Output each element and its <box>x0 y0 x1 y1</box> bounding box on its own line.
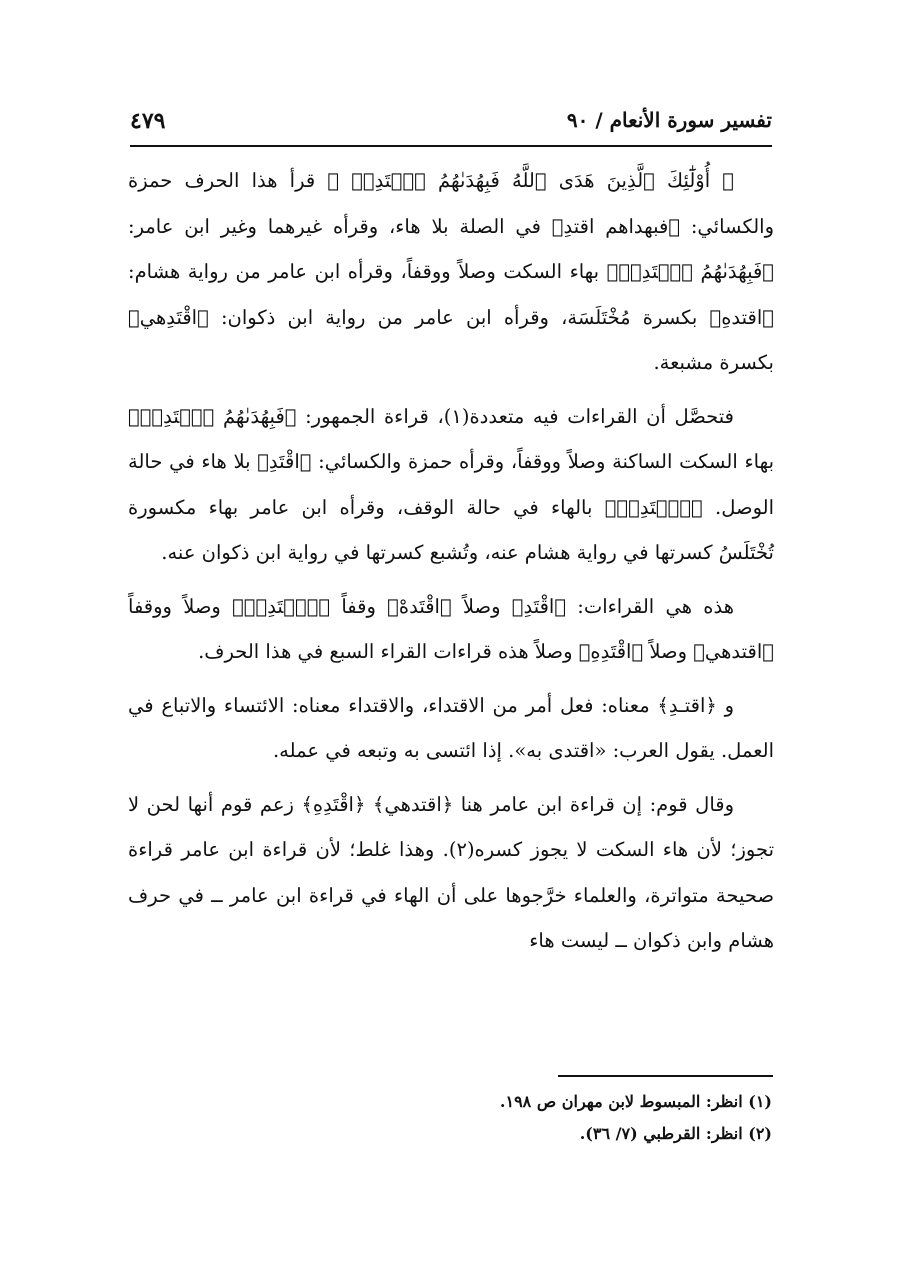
paragraph: و ﴿اقتـدِ﴾ معناه: فعل أمر من الاقتداء، والاقتداء معناه: الائتساء والاتباع في العمل. يقول العرب: «اقتدى به». إذا ائتسى به وتبعه في عمله. <box>128 693 774 762</box>
paragraph: وقال قوم: إن قراءة ابن عامر هنا ﴿اقتدهي﴾ ﴿اقْتَدِهِ﴾ زعم قوم أنها لحن لا تجوز؛ لأن هاء السكت لا يجوز كسره(٢). وهذا غلط؛ لأن قراءة ابن عامر قراءة صحيحة متواترة، والعلماء خرَّجوها على أن الهاء في قراءة ابن عامر ــ في حرف هشام وابن ذكوان ــ ليست هاء <box>128 792 774 952</box>
body-text <box>128 158 774 972</box>
page-number: ٤٧٩ <box>130 108 166 134</box>
footnotes <box>300 1086 772 1150</box>
paragraph: فتحصَّل أن القراءات فيه متعددة(١)، قراءة الجمهور: ﴿فَبِهُدَىٰهُمُ ٱقۡتَدِهۡ﴾ بهاء السكت الساكنة وصلاً ووقفاً، وقرأه حمزة والكسائي: ﴿اقْتَدِ﴾ بلا هاء في حالة الوصل. ﴿ٱقۡتَدِهۡ﴾ بالهاء في حالة الوقف، وقرأه ابن عامر بهاء مكسورة تُخْتَلَسُ كسرتها في رواية هشام عنه، وتُشبع كسرتها في رواية ابن ذكوان عنه. <box>128 404 774 564</box>
header-rule <box>130 145 772 147</box>
paragraph: ﴿ أُوْلَٰٓئِكَ ٱلَّذِينَ هَدَى ٱللَّهُ فَبِهُدَىٰهُمُ ٱقۡتَدِهۡ ﴾ قرأ هذا الحرف حمزة والكسائي: ﴿فبهداهم اقتدِ﴾ في الصلة بلا هاء، وقرأه غيرهما وغير ابن عامر: ﴿فَبِهُدَىٰهُمُ ٱقۡتَدِهۡ﴾ بهاء السكت وصلاً ووقفاً، وقرأه ابن عامر من رواية هشام: ﴿اقتدهِ﴾ بكسرة مُخْتَلَسَة، وقرأه ابن عامر من رواية ابن ذكوان: ﴿اقْتَدِهي﴾ بكسرة مشبعة. <box>128 169 774 374</box>
page-header <box>130 108 772 142</box>
footnote: (١) انظر: المبسوط لابن مهران ص ١٩٨. <box>499 1092 772 1111</box>
running-title: تفسير سورة الأنعام / ٩٠ <box>566 108 772 132</box>
paragraph: هذه هي القراءات: ﴿اقْتَدِ﴾ وصلاً ﴿اقْتَدهْ﴾ وقفاً ﴿ٱقۡتَدِهۡ﴾ وصلاً ووقفاً ﴿اقتدهي﴾ وصلاً ﴿اقْتَدِهِ﴾ وصلاً هذه قراءات القراء السبع في هذا الحرف. <box>128 594 774 663</box>
footnote-rule <box>558 1075 773 1077</box>
footnote: (٢) انظر: القرطبي (٧/ ٣٦). <box>579 1124 772 1143</box>
